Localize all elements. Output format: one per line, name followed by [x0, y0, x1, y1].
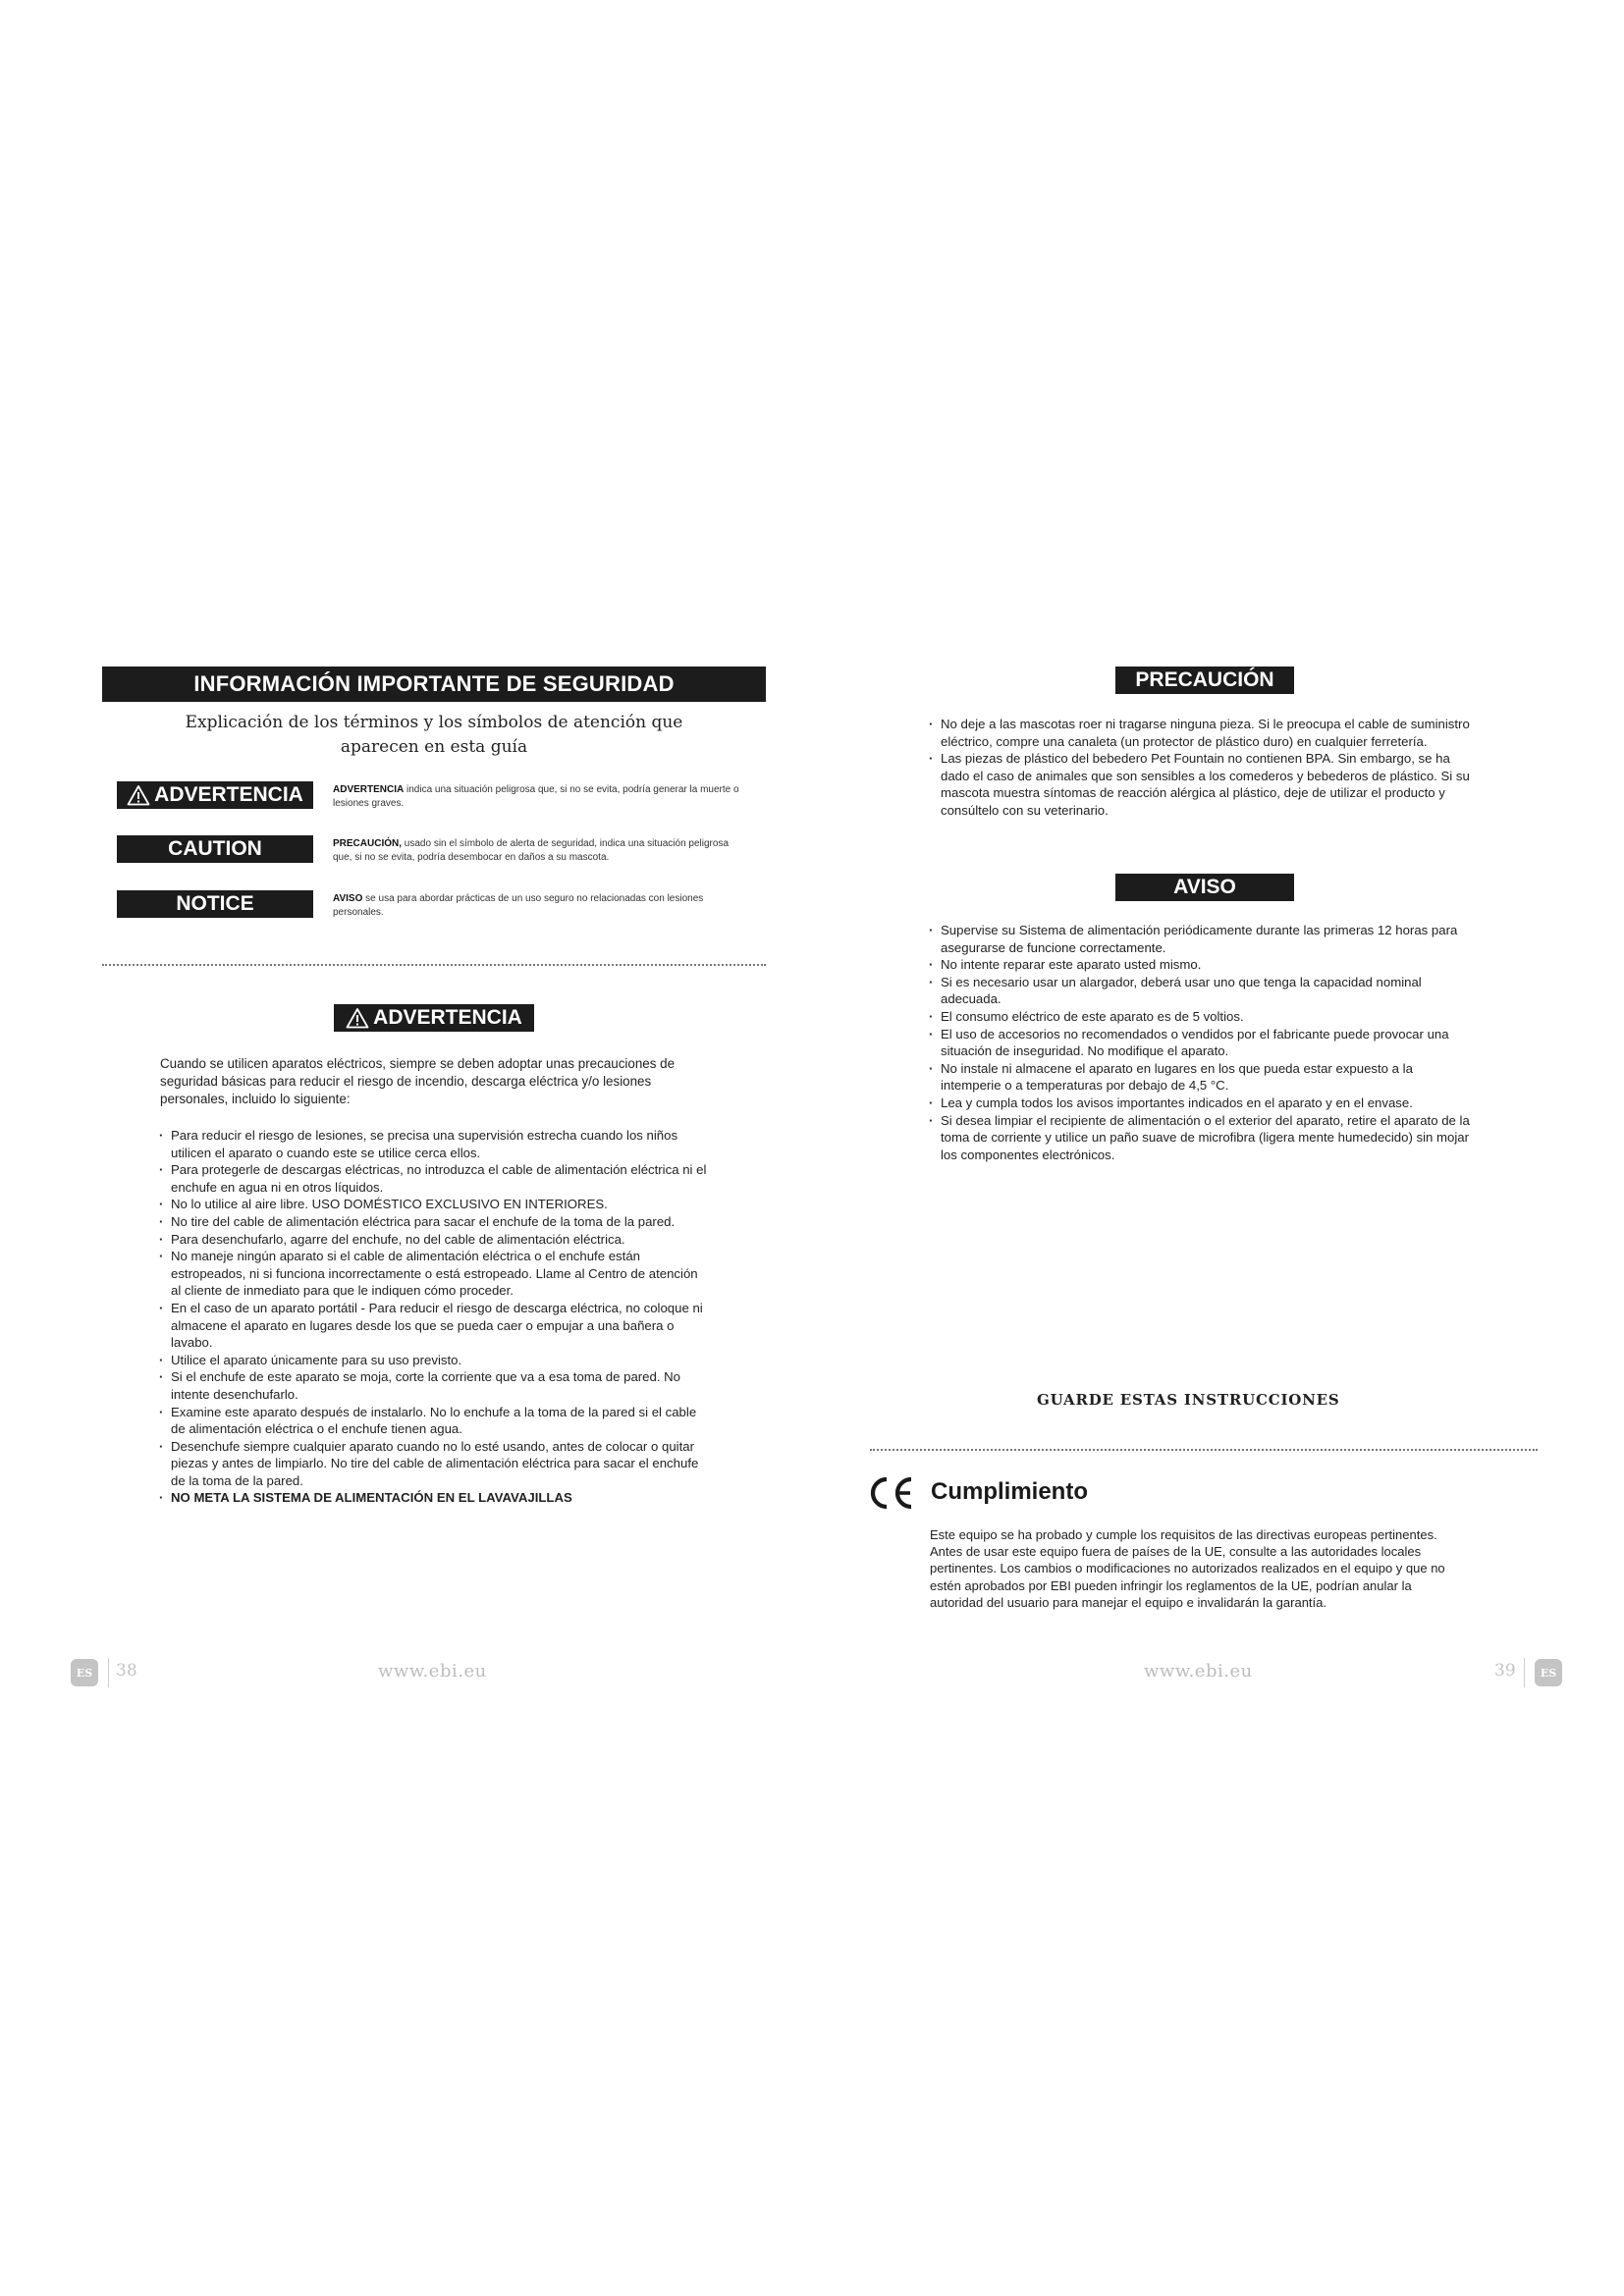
save-instructions: GUARDE ESTAS INSTRUCCIONES: [1037, 1391, 1340, 1409]
warning-triangle-icon: [346, 1007, 369, 1029]
notice-heading: AVISO: [1115, 874, 1294, 901]
list-item: · Si es necesario usar un alargador, deberá usar uno que tenga la capacidad nominal adecuada.: [927, 974, 1477, 1008]
caution-label: [117, 835, 313, 863]
notice-description: [333, 892, 745, 920]
notice-label: [117, 890, 313, 918]
list-item: · Para desenchufarlo, agarre del enchufe, no del cable de alimentación eléctrica.: [157, 1231, 709, 1249]
list-item: · Para protegerle de descargas eléctricas, no introduzca el cable de alimentación eléctrica ni el enchufe en agua ni en otros líquidos.: [157, 1161, 709, 1196]
advertencia-term: ADVERTENCIA: [333, 784, 405, 795]
list-item: · No tire del cable de alimentación eléctrica para sacar el enchufe de la toma de la pared.: [157, 1213, 709, 1231]
caution-bullet-list: [927, 716, 1477, 820]
list-item: · No maneje ningún aparato si el cable de alimentación eléctrica o el enchufe están estropeados, ni si funciona incorrectamente o está estropeado. Llame al Centro de atención al cliente de inmediato para que le indiquen cómo proceder.: [157, 1248, 709, 1300]
caution-heading: PRECAUCIÓN: [1115, 667, 1294, 694]
list-item: · Lea y cumpla todos los avisos importantes indicados en el aparato y en el envase.: [927, 1095, 1477, 1112]
list-item: · Supervise su Sistema de alimentación periódicamente durante las primeras 12 horas para asegurarse de funcione correctamente.: [927, 922, 1477, 956]
language-badge: ES: [71, 1659, 98, 1686]
notice-bullet-list: [927, 922, 1477, 1163]
list-item: · Utilice el aparato únicamente para su uso previsto.: [157, 1352, 709, 1369]
list-item: · En el caso de un aparato portátil - Para reducir el riesgo de descarga eléctrica, no coloque ni almacene el aparato en lugares desde los que se pueda caer o empujar a una bañera o lavabo.: [157, 1300, 709, 1352]
section-divider: [102, 964, 766, 966]
list-item: · No intente reparar este aparato usted mismo.: [927, 956, 1477, 974]
list-item: · No instale ni almacene el aparato en lugares en los que pueda estar expuesto a la intemperie o a temperaturas por debajo de 4,5 °C.: [927, 1060, 1477, 1095]
list-item: · No lo utilice al aire libre. USO DOMÉSTICO EXCLUSIVO EN INTERIORES.: [157, 1196, 709, 1213]
subtitle-line-2: aparecen en esta guía: [340, 737, 528, 757]
footer-url: www.ebi.eu: [1144, 1661, 1253, 1682]
page-number: 39: [1494, 1661, 1516, 1681]
list-item: · Si desea limpiar el recipiente de alimentación o el exterior del aparato, retire el aparato de la toma de corriente y utilice un paño suave de microfibra (ligera mente humedecido) sin mojar los componentes electrónicos.: [927, 1112, 1477, 1164]
page-number: 38: [116, 1661, 137, 1681]
caution-desc-text: usado sin el símbolo de alerta de seguridad, indica una situación peligrosa que, si no se evita, podría desembocar en daños a su mascota.: [333, 838, 730, 863]
advertencia-label: [117, 781, 313, 809]
advertencia-label-text: ADVERTENCIA: [154, 783, 303, 806]
warning-bullet-list: [157, 1127, 709, 1507]
warning-triangle-icon: [127, 784, 150, 806]
caution-description: [333, 837, 745, 865]
warning-intro: Cuando se utilicen aparatos eléctricos, siempre se deben adoptar unas precauciones de seguridad básicas para reducir el riesgo de incendio, descarga eléctrica y/o lesiones personales, incluido lo siguiente:: [160, 1056, 676, 1106]
advertencia-description: [333, 783, 745, 811]
list-item: · Examine este aparato después de instalarlo. No lo enchufe a la toma de la pared si el cable de alimentación eléctrica o el enchufe tienen agua.: [157, 1404, 709, 1438]
language-badge: ES: [1535, 1659, 1562, 1686]
notice-term: AVISO: [333, 893, 363, 904]
subtitle-line-1: Explicación de los términos y los símbolos de atención que: [185, 713, 683, 732]
section-divider: [870, 1449, 1538, 1451]
footer-separator: [108, 1658, 109, 1687]
list-item: · NO META LA SISTEMA DE ALIMENTACIÓN EN EL LAVAVAJILLAS: [157, 1489, 709, 1507]
caution-label-text: CAUTION: [168, 837, 262, 860]
ce-mark-icon: [868, 1475, 915, 1511]
warning-heading: [334, 1004, 534, 1032]
notice-desc-text: se usa para abordar prácticas de un uso seguro no relacionadas con lesiones personales.: [333, 893, 704, 918]
safety-title-banner: INFORMACIÓN IMPORTANTE DE SEGURIDAD: [102, 667, 766, 702]
notice-label-text: NOTICE: [176, 892, 254, 915]
caution-term: PRECAUCIÓN,: [333, 838, 403, 849]
footer-separator: [1524, 1658, 1525, 1687]
list-item: · No deje a las mascotas roer ni tragarse ninguna pieza. Si le preocupa el cable de suministro eléctrico, compre una canaleta (un protector de plástico duro) en cualquier ferretería.: [927, 716, 1477, 750]
list-item: · Si el enchufe de este aparato se moja, corte la corriente que va a esa toma de pared. No intente desenchufarlo.: [157, 1368, 709, 1403]
compliance-text: Este equipo se ha probado y cumple los requisitos de las directivas europeas pertinentes. Antes de usar este equipo fuera de países de la UE, consulte a las autoridades locales pertinentes. Los cambios o modificaciones no autorizados realizados en el equipo y que no estén aprobados por EBI pueden infringir los reglamentos de la UE, podrían anular la autoridad del usuario para manejar el equipo e invalidarán la garantía.: [930, 1527, 1445, 1610]
list-item: · Las piezas de plástico del bebedero Pet Fountain no contienen BPA. Sin embargo, se ha dado el caso de animales que son sensibles a los comederos y bebederos de plástico. Si su mascota muestra síntomas de reacción alérgica al plástico, deje de utilizar el producto y consúltelo con su veterinario.: [927, 750, 1477, 819]
list-item: · Desenchufe siempre cualquier aparato cuando no lo esté usando, antes de colocar o quitar piezas y antes de limpiarlo. No tire del cable de alimentación eléctrica para sacar el enchufe de la toma de la pared.: [157, 1438, 709, 1490]
footer-url: www.ebi.eu: [378, 1661, 487, 1682]
compliance-title: Cumplimiento: [931, 1478, 1088, 1505]
advertencia-desc-text: indica una situación peligrosa que, si no se evita, podría generar la muerte o lesiones graves.: [333, 784, 739, 809]
list-item: · Para reducir el riesgo de lesiones, se precisa una supervisión estrecha cuando los niños utilicen el aparato o cuando este se utilice cerca ellos.: [157, 1127, 709, 1161]
warning-heading-text: ADVERTENCIA: [373, 1006, 522, 1029]
subtitle: [102, 711, 766, 760]
list-item: · El uso de accesorios no recomendados o vendidos por el fabricante puede provocar una situación de inseguridad. No modifique el aparato.: [927, 1026, 1477, 1060]
list-item: · El consumo eléctrico de este aparato es de 5 voltios.: [927, 1008, 1477, 1026]
